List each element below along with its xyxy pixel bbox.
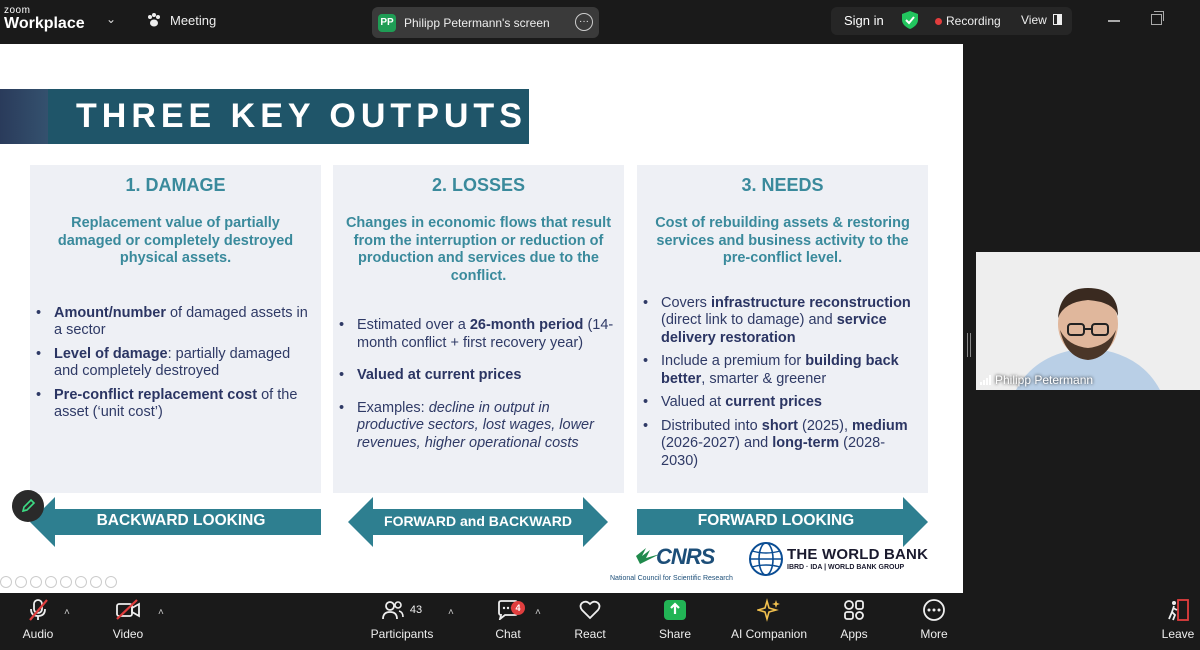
- leave-button[interactable]: [1156, 593, 1200, 650]
- signal-bars-icon: [980, 375, 991, 385]
- minimize-icon[interactable]: [1108, 20, 1120, 22]
- paw-icon: [146, 12, 162, 28]
- cnrs-wordmark: CNRS: [656, 544, 715, 569]
- tool-icon[interactable]: [60, 576, 72, 588]
- meeting-info-button[interactable]: [146, 12, 216, 28]
- react-button[interactable]: [570, 593, 610, 650]
- screen-share-indicator[interactable]: [372, 7, 599, 38]
- backward-arrow-label: BACKWARD LOOKING: [96, 512, 266, 529]
- video-label: Video: [112, 627, 144, 641]
- damage-definition: Replacement value of partially damaged or completely destroyed physical assets.: [57, 215, 294, 266]
- participants-label: Participants: [370, 627, 434, 641]
- apps-button[interactable]: [834, 593, 874, 650]
- losses-bullets: [333, 317, 624, 452]
- forward-arrow-label: FORWARD LOOKING: [697, 512, 855, 529]
- react-label: React: [574, 627, 606, 641]
- list-item: • Valued at current prices: [357, 367, 614, 385]
- sparkle-icon: [757, 598, 781, 622]
- forward-backward-arrow-label: FORWARD and BACKWARD: [384, 513, 572, 529]
- needs-definition: Cost of rebuilding assets & restoring services and business activity to the pre-conflict level.: [655, 215, 910, 266]
- video-off-icon: [115, 599, 141, 621]
- title-accent-block: [0, 89, 48, 144]
- losses-heading: 2. LOSSES: [431, 175, 526, 195]
- participant-video-tile[interactable]: [976, 252, 1200, 390]
- chat-options-chevron-icon[interactable]: ˄: [535, 607, 541, 618]
- shield-check-icon[interactable]: [902, 11, 918, 29]
- participants-button[interactable]: [366, 593, 438, 650]
- presenter-avatar: PP: [378, 14, 396, 32]
- more-button[interactable]: [914, 593, 954, 650]
- heart-icon: [579, 600, 601, 620]
- app-menu-chevron-icon[interactable]: ⌄: [106, 12, 117, 26]
- audio-options-chevron-icon[interactable]: ˄: [64, 607, 70, 618]
- recording-indicator[interactable]: Recording: [946, 14, 1001, 28]
- slide-title: THREE KEY OUTPUTS: [48, 89, 529, 144]
- chat-label: Chat: [495, 627, 521, 641]
- tool-icon[interactable]: [45, 576, 57, 588]
- participant-name-label: [976, 370, 1097, 390]
- more-options-icon[interactable]: ···: [575, 13, 593, 31]
- share-button[interactable]: [655, 593, 695, 650]
- list-item: • Estimated over a 26-month period (14-month conflict + first recovery year): [357, 317, 614, 352]
- list-item: • Include a premium for building back better, smarter & greener: [661, 353, 918, 388]
- more-label: More: [920, 627, 948, 641]
- tool-icon[interactable]: [105, 576, 117, 588]
- list-item: • Distributed into short (2025), medium (2026-2027) and long-term (2028-2030): [661, 418, 918, 471]
- restore-window-icon[interactable]: [1151, 14, 1162, 25]
- cnrs-subtitle: National Council for Scientific Research: [610, 575, 733, 582]
- top-bar: [0, 0, 1200, 44]
- leave-label: Leave: [1161, 627, 1195, 641]
- more-dots-icon: [922, 598, 946, 622]
- damage-column: [30, 165, 321, 493]
- sign-in-button[interactable]: Sign in: [844, 13, 884, 28]
- needs-column: [637, 165, 928, 493]
- shared-slide: [0, 44, 963, 593]
- ai-companion-button[interactable]: [724, 593, 814, 650]
- participant-name: Philipp Petermann: [995, 373, 1094, 387]
- annotate-pen-icon[interactable]: [12, 490, 44, 522]
- panel-resize-handle[interactable]: [967, 333, 971, 357]
- list-item: • Level of damage: partially damaged and completely destroyed: [54, 346, 311, 381]
- needs-heading: 3. NEEDS: [741, 175, 824, 195]
- share-label: Share: [658, 627, 692, 641]
- share-screen-icon: [663, 599, 687, 621]
- ai-companion-label: AI Companion: [730, 627, 808, 641]
- logo-top-text: zoom: [4, 5, 31, 16]
- view-layout-icon[interactable]: [1053, 14, 1062, 25]
- meeting-label: Meeting: [170, 12, 217, 28]
- losses-column: [333, 165, 624, 493]
- apps-label: Apps: [840, 627, 868, 641]
- list-item: • Valued at current prices: [661, 394, 918, 412]
- tool-icon[interactable]: [15, 576, 27, 588]
- logo-bottom-text: Workplace: [4, 15, 85, 32]
- participants-icon: [382, 600, 404, 620]
- view-button[interactable]: View: [1021, 13, 1047, 27]
- audio-label: Audio: [22, 627, 54, 641]
- screen-share-label: Philipp Petermann's screen: [404, 15, 550, 30]
- world-bank-globe-icon: [748, 541, 784, 577]
- slide-tools: [0, 576, 117, 588]
- video-options-chevron-icon[interactable]: ˄: [158, 607, 164, 618]
- tool-icon[interactable]: [90, 576, 102, 588]
- zoom-logo: [4, 6, 85, 32]
- damage-heading: 1. DAMAGE: [125, 175, 226, 195]
- list-item: • Covers infrastructure reconstruction (direct link to damage) and service delivery restoration: [661, 295, 918, 348]
- video-button[interactable]: [106, 593, 150, 650]
- audio-button[interactable]: [16, 593, 60, 650]
- needs-bullets: [637, 295, 928, 471]
- losses-definition: Changes in economic flows that result from the interruption or reduction of production and services due to the conflict.: [345, 215, 612, 284]
- damage-bullets: [30, 305, 321, 422]
- list-item: • Examples: decline in output in productive sectors, lost wages, lower revenues, higher operational costs: [357, 400, 614, 453]
- meeting-toolbar: [0, 593, 1200, 650]
- world-bank-subtitle: IBRD · IDA | WORLD BANK GROUP: [787, 564, 905, 571]
- cnrs-logo: [610, 544, 735, 586]
- tool-icon[interactable]: [30, 576, 42, 588]
- tool-icon[interactable]: [0, 576, 12, 588]
- participants-options-chevron-icon[interactable]: ˄: [448, 607, 454, 618]
- participants-count: 43: [409, 604, 423, 616]
- world-bank-wordmark: THE WORLD BANK: [787, 546, 929, 563]
- leave-door-icon: [1166, 598, 1190, 622]
- chat-unread-badge: 4: [511, 601, 525, 615]
- recording-dot-icon: [935, 18, 942, 25]
- apps-icon: [843, 599, 865, 621]
- list-item: • Pre-conflict replacement cost of the asset (‘unit cost’): [54, 387, 311, 422]
- tool-icon[interactable]: [75, 576, 87, 588]
- list-item: • Amount/number of damaged assets in a sector: [54, 305, 311, 340]
- mic-muted-icon: [27, 598, 49, 622]
